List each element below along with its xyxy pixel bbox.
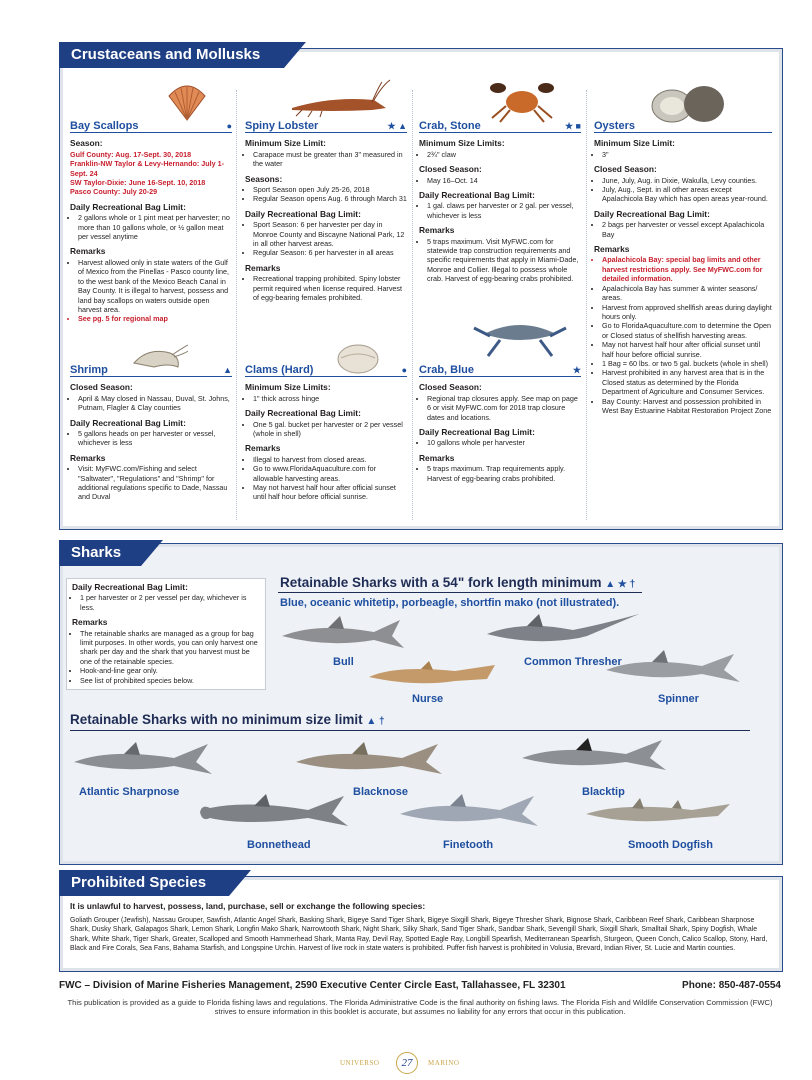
shark-label-bonnethead: Bonnethead	[247, 839, 311, 851]
clams-heading: Clams (Hard) ●	[245, 364, 407, 376]
shark-label-nurse: Nurse	[412, 693, 444, 705]
shark-label-finetooth: Finetooth	[443, 839, 494, 851]
stone-crab-heading: Crab, Stone ★ ■	[419, 120, 581, 132]
shark-label-atlantic-sharpnose: Atlantic Sharpnose	[79, 786, 180, 798]
blue-crab-illustration	[470, 310, 570, 360]
atlantic-sharpnose-illustration	[70, 738, 220, 782]
shrimp-column: Shrimp ▲ Closed Season: • April & May closed in Nassau, Duval, St. Johns, Putnam, Flagler & Clay counties Daily Recreational Bag Limit: • 5 gallons heads on per harvester or vessel, whichever is less Remarks • Visit: MyFWC.com/Fishing and select "Saltwater", "Regulations" and "Shrimp" for additional regulations specific to Dade, Nassau and Duval	[70, 366, 232, 502]
blue-crab-heading: Crab, Blue ★	[419, 364, 581, 376]
prohibited-species-list: Goliath Grouper (Jewfish), Nassau Grouper, Sawfish, Atlantic Angel Shark, Basking Shark, Bigeye Sand Tiger Shark, Bigeye Sixgill Shark, Bigeye Thresher Shark, Bignose Shark, Caribbean Reef Shark, Caribbean Sharpnose Shark, Dusky Shark, Galapagos Shark, Lemon Shark, Longfin Mako Shark, Narrowtooth Shark, Night Shark, Silky Shark, Sand Tiger Shark, Sandbar Shark, Sevengill Shark, Sixgill Shark, Smalltail Shark, Spiny Dogfish, Whale Shark, White Shark, Tiger Shark, Greater, Scalloped and Smooth Hammerhead Shark, Manta Ray, Devil Ray, Spotted Eagle Ray, Longbill Spearfish, Mediterranean Spearfish, Sturgeon, Queen Conch, Calico Scallop, Stony, Hard, Black and Fire Corals, Sea Fans, Bahama Starfish, and Longspine Urchin. Harvest of live rock in state waters is prohibited. Puffer fish harvest is prohibited in Volusia, Brevard, Indian River, St. Lucie and Martin counties.	[70, 917, 768, 952]
prohibited-lead: It is unlawful to harvest, possess, land, purchase, sell or exchange the following species:	[70, 901, 426, 911]
scallop-illustration	[165, 82, 209, 122]
clams-column: Clams (Hard) ● Minimum Size Limits: • 1" thick across hinge Daily Recreational Bag Limit: • One 5 gal. bucket per harvester or 2 per vessel (whole in shell) Remarks • Illegal to harvest from closed areas. • Go to www.FloridaAquaculture.com for allowable harvesting areas. • May not harvest half hour after official sunset until half hour before official sunrise.	[245, 366, 407, 502]
universo-marino-logo: UNIVERSO 27 MARINO	[340, 1050, 472, 1074]
finetooth-illustration	[396, 790, 546, 834]
shark-label-bull: Bull	[333, 656, 354, 668]
lobster-illustration	[282, 78, 392, 118]
bull-shark-illustration	[278, 614, 418, 656]
group2-marks: ▲ †	[366, 716, 385, 727]
oysters-column: Oysters Minimum Size Limit: • 3" Closed Season: • June, July, Aug. in Dixie, Wakulla, Levy counties. • July, Aug., Sept. in all other areas except Apalachicola Bay which has open areas year-round. Daily Recreational Bag Limit: • 2 bags per harvester or vessel except Apalachicola Bay Remarks • Apalachicola Bay: special bag limits and other harvest restrictions apply. See MyFWC.com for detailed information. • Apalachicola Bay has summer & winter seasons/ areas. • Harvest from approved shellfish areas during daylight hours only. • Go to FloridaAquaculture.com to determine the Open or Closed status of shellfish harvesting areas. • May not harvest half hour after official sunset until half hour before official sunrise. • 1 Bag = 60 lbs. or two 5 gal. buckets (whole in shell) • Harvest prohibited in any harvest area that is in the Closed status as determined by the Florida Department of Agriculture and Consumer Services. • Bay County: Harvest and possession prohibited in West Bay Estuarine Habitat Restoration Project Zone	[594, 122, 772, 415]
remark-item: • Harvest allowed only in state waters of the Gulf of Mexico from the Pinellas - Pasco county line, to the west bank of the Mexico Beach Canal in Bay County. It is illegal to harvest, possess and land bay scallops on waters outside open harvest area.	[78, 258, 232, 314]
stone-crab-illustration	[488, 76, 556, 124]
spiny-lobster-column: Spiny Lobster ★ ▲ Minimum Size Limit: • Carapace must be greater than 3" measured in the water Seasons: • Sport Season open July 25-26, 2018 • Regular Season opens Aug. 6 through March 31 Daily Recreational Bag Limit: • Sport Season: 6 per harvester per day in Monroe County and Biscayne National Park, 12 in all other harvest areas. • Regular Season: 6 per harvester in all areas Remarks • Recreational trapping prohibited. Spiny lobster permit required when license required. Harvest of egg-bearing females prohibited.	[245, 122, 407, 303]
bay-scallops-heading: Bay Scallops ●	[70, 120, 232, 132]
footer-phone: Phone: 850-487-0554	[682, 980, 781, 991]
shark-label-blacktip: Blacktip	[582, 786, 625, 798]
apalachicola-notice: • Apalachicola Bay: special bag limits and other harvest restrictions apply. See MyFWC.com for detailed information.	[602, 255, 772, 283]
bag-limit-item: • 2 gallons whole or 1 pint meat per harvester; no more than 10 gallons whole, or ½ gallon meat per vessel anytime	[78, 213, 232, 241]
footer-address: FWC – Division of Marine Fisheries Management, 2590 Executive Center Circle East, Tallahassee, FL 32301	[59, 980, 566, 991]
star-icon: ★	[572, 365, 581, 375]
blue-crab-column: Crab, Blue ★ Closed Season: • Regional trap closures apply. See map on page 6 or visit MyFWC.com for 2018 trap closure dates and locations. Daily Recreational Bag Limit: • 10 gallons whole per harvester Remarks • 5 traps maximum. Trap requirements apply. Harvest of egg-bearing crabs prohibited.	[419, 366, 581, 483]
spiny-lobster-heading: Spiny Lobster ★ ▲	[245, 120, 407, 132]
season-line: Gulf County: Aug. 17-Sept. 30, 2018	[70, 149, 192, 159]
footer-org	[59, 980, 781, 991]
circle-icon: ●	[401, 365, 407, 375]
shark-label-spinner: Spinner	[658, 693, 699, 705]
star-triangle-icon: ★ ▲	[387, 121, 407, 131]
star-square-icon: ★ ■	[564, 121, 581, 131]
shark-label-blacknose: Blacknose	[353, 786, 409, 798]
season-line: SW Taylor-Dixie: June 16-Sept. 10, 2018	[70, 178, 206, 188]
oysters-heading: Oysters	[594, 122, 772, 133]
shrimp-heading: Shrimp ▲	[70, 364, 232, 376]
group1-subtitle: Blue, oceanic whitetip, porbeagle, shortfin mako (not illustrated).	[280, 597, 620, 609]
circle-icon: ●	[226, 121, 232, 131]
blacktip-illustration	[518, 734, 674, 778]
triangle-icon: ▲	[223, 365, 232, 375]
crustaceans-title: Crustaceans and Mollusks	[71, 46, 261, 63]
regional-map-link[interactable]: • See pg. 5 for regional map	[78, 314, 232, 323]
crustaceans-title-bar	[59, 42, 284, 68]
shark-rules-box: Daily Recreational Bag Limit: • 1 per harvester or 2 per vessel per day, whichever is less. Remarks • The retainable sharks are managed as a group for bag limit purposes. In other words, you can only harvest one shark per day and the shark that you harvest must be one of the retainable species. • Hook-and-line gear only. • See list of prohibited species below.	[66, 578, 266, 690]
column-divider	[412, 90, 413, 520]
title-rule	[278, 592, 642, 593]
prohibited-title-bar	[59, 870, 229, 896]
season-line: Pasco County: July 20-29	[70, 187, 158, 197]
footer-disclaimer: This publication is provided as a guide to Florida fishing laws and regulations. The Florida Administrative Code is the final authority on fishing laws. The Florida Fish and Wildlife Conservation Commission (FWC) strives to ensure information in this booklet is accurate, but assumes no liability for any errors that occur in this publication.	[67, 998, 773, 1016]
bonnethead-illustration	[196, 790, 356, 836]
spinner-shark-illustration	[602, 648, 752, 690]
bay-scallops-column: Bay Scallops ● Season: Gulf County: Aug. 17-Sept. 30, 2018 Franklin-NW Taylor & Levy-Hernando: July 1-Sept. 24 SW Taylor-Dixie: June 16-Sept. 10, 2018 Pasco County: July 20-29 Daily Recreational Bag Limit: • 2 gallons whole or 1 pint meat per harvester; no more than 10 gallons whole, or ½ gallon meat per vessel anytime Remarks • Harvest allowed only in state waters of the Gulf of Mexico from the Pinellas - Pasco county line, to the west bank of the Mexico Beach Canal in Bay County. It is illegal to harvest, possess and land bay scallops on waters outside open harvest area. • See pg. 5 for regional map	[70, 122, 232, 324]
title-rule	[70, 730, 750, 731]
group1-title: Retainable Sharks with a 54" fork length minimum ▲ ★ †	[280, 575, 636, 590]
stone-crab-column: Crab, Stone ★ ■ Minimum Size Limits: • 2¾" claw Closed Season: • May 16–Oct. 14 Daily Recreational Bag Limit: • 1 gal. claws per harvester or 2 gal. per vessel, whichever is less Remarks • 5 traps maximum. Visit MyFWC.com for statewide trap construction requirements and specific requirements that apply in Miami-Dade, Monroe and Collier. Illegal to possess whole crab. Harvest of egg-bearing crabs prohibited.	[419, 122, 581, 284]
blacknose-illustration	[292, 738, 452, 782]
column-divider	[586, 90, 587, 520]
thresher-shark-illustration	[483, 612, 643, 652]
prohibited-title: Prohibited Species	[71, 874, 207, 891]
nurse-shark-illustration	[365, 655, 505, 693]
sharks-title: Sharks	[71, 544, 122, 561]
group2-title: Retainable Sharks with no minimum size limit ▲ †	[70, 712, 385, 727]
group1-marks: ▲ ★ †	[605, 579, 636, 590]
smooth-dogfish-illustration	[582, 790, 742, 836]
season-line: Franklin-NW Taylor & Levy-Hernando: July 1-Sept. 24	[70, 159, 225, 178]
oysters-illustration	[648, 80, 728, 128]
shark-label-smooth-dogfish: Smooth Dogfish	[628, 839, 713, 851]
page-number: 27	[396, 1052, 418, 1074]
column-divider	[236, 90, 237, 520]
sharks-title-bar	[59, 540, 141, 566]
shark-label-thresher: Common Thresher	[524, 656, 622, 668]
